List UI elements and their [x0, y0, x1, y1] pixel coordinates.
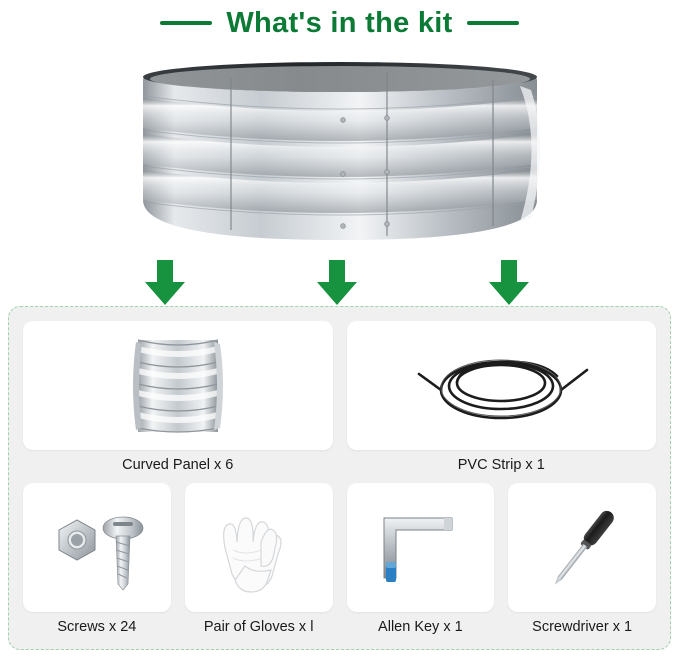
arrow-down-icon-right: [488, 260, 530, 306]
gloves-card: [185, 483, 333, 612]
kit-item-screws: [23, 483, 171, 635]
screwdriver-label: Screwdriver x 1: [532, 619, 633, 635]
allen-key-label: Allen Key x 1: [378, 619, 463, 635]
curved-panel-icon: [108, 334, 248, 438]
kit-item-screwdriver: [508, 483, 656, 635]
arrow-down-icon-center: [316, 260, 358, 306]
hero-product-image: [125, 46, 555, 256]
screwdriver-card: [508, 483, 656, 612]
header-rule-right: [467, 21, 519, 25]
screwdriver-icon: [522, 500, 642, 596]
pvc-strip-coil-icon: [401, 334, 601, 438]
kit-contents-panel: [8, 306, 671, 650]
gloves-icon: [199, 500, 319, 596]
allen-key-card: [347, 483, 495, 612]
pvc-strip-label: PVC Strip x 1: [457, 457, 545, 473]
curved-panel-card: [23, 321, 333, 450]
kit-item-curved-panel: [23, 321, 333, 473]
screws-card: [23, 483, 171, 612]
kit-item-pvc-strip: [347, 321, 657, 473]
arrow-down-icon-left: [144, 260, 186, 306]
kit-item-allen-key: [347, 483, 495, 635]
header-rule-left: [160, 21, 212, 25]
curved-panel-label: Curved Panel x 6: [122, 457, 234, 473]
page-title: What's in the kit: [226, 6, 453, 39]
screws-and-nut-icon: [37, 500, 157, 596]
flow-arrows: [0, 256, 679, 312]
allen-key-icon: [360, 500, 480, 596]
kit-item-gloves: [185, 483, 333, 635]
gloves-label: Pair of Gloves x l: [203, 619, 314, 635]
screws-label: Screws x 24: [57, 619, 137, 635]
kit-header: [0, 0, 679, 46]
pvc-strip-card: [347, 321, 657, 450]
galvanized-raised-garden-bed-icon: [125, 50, 555, 252]
